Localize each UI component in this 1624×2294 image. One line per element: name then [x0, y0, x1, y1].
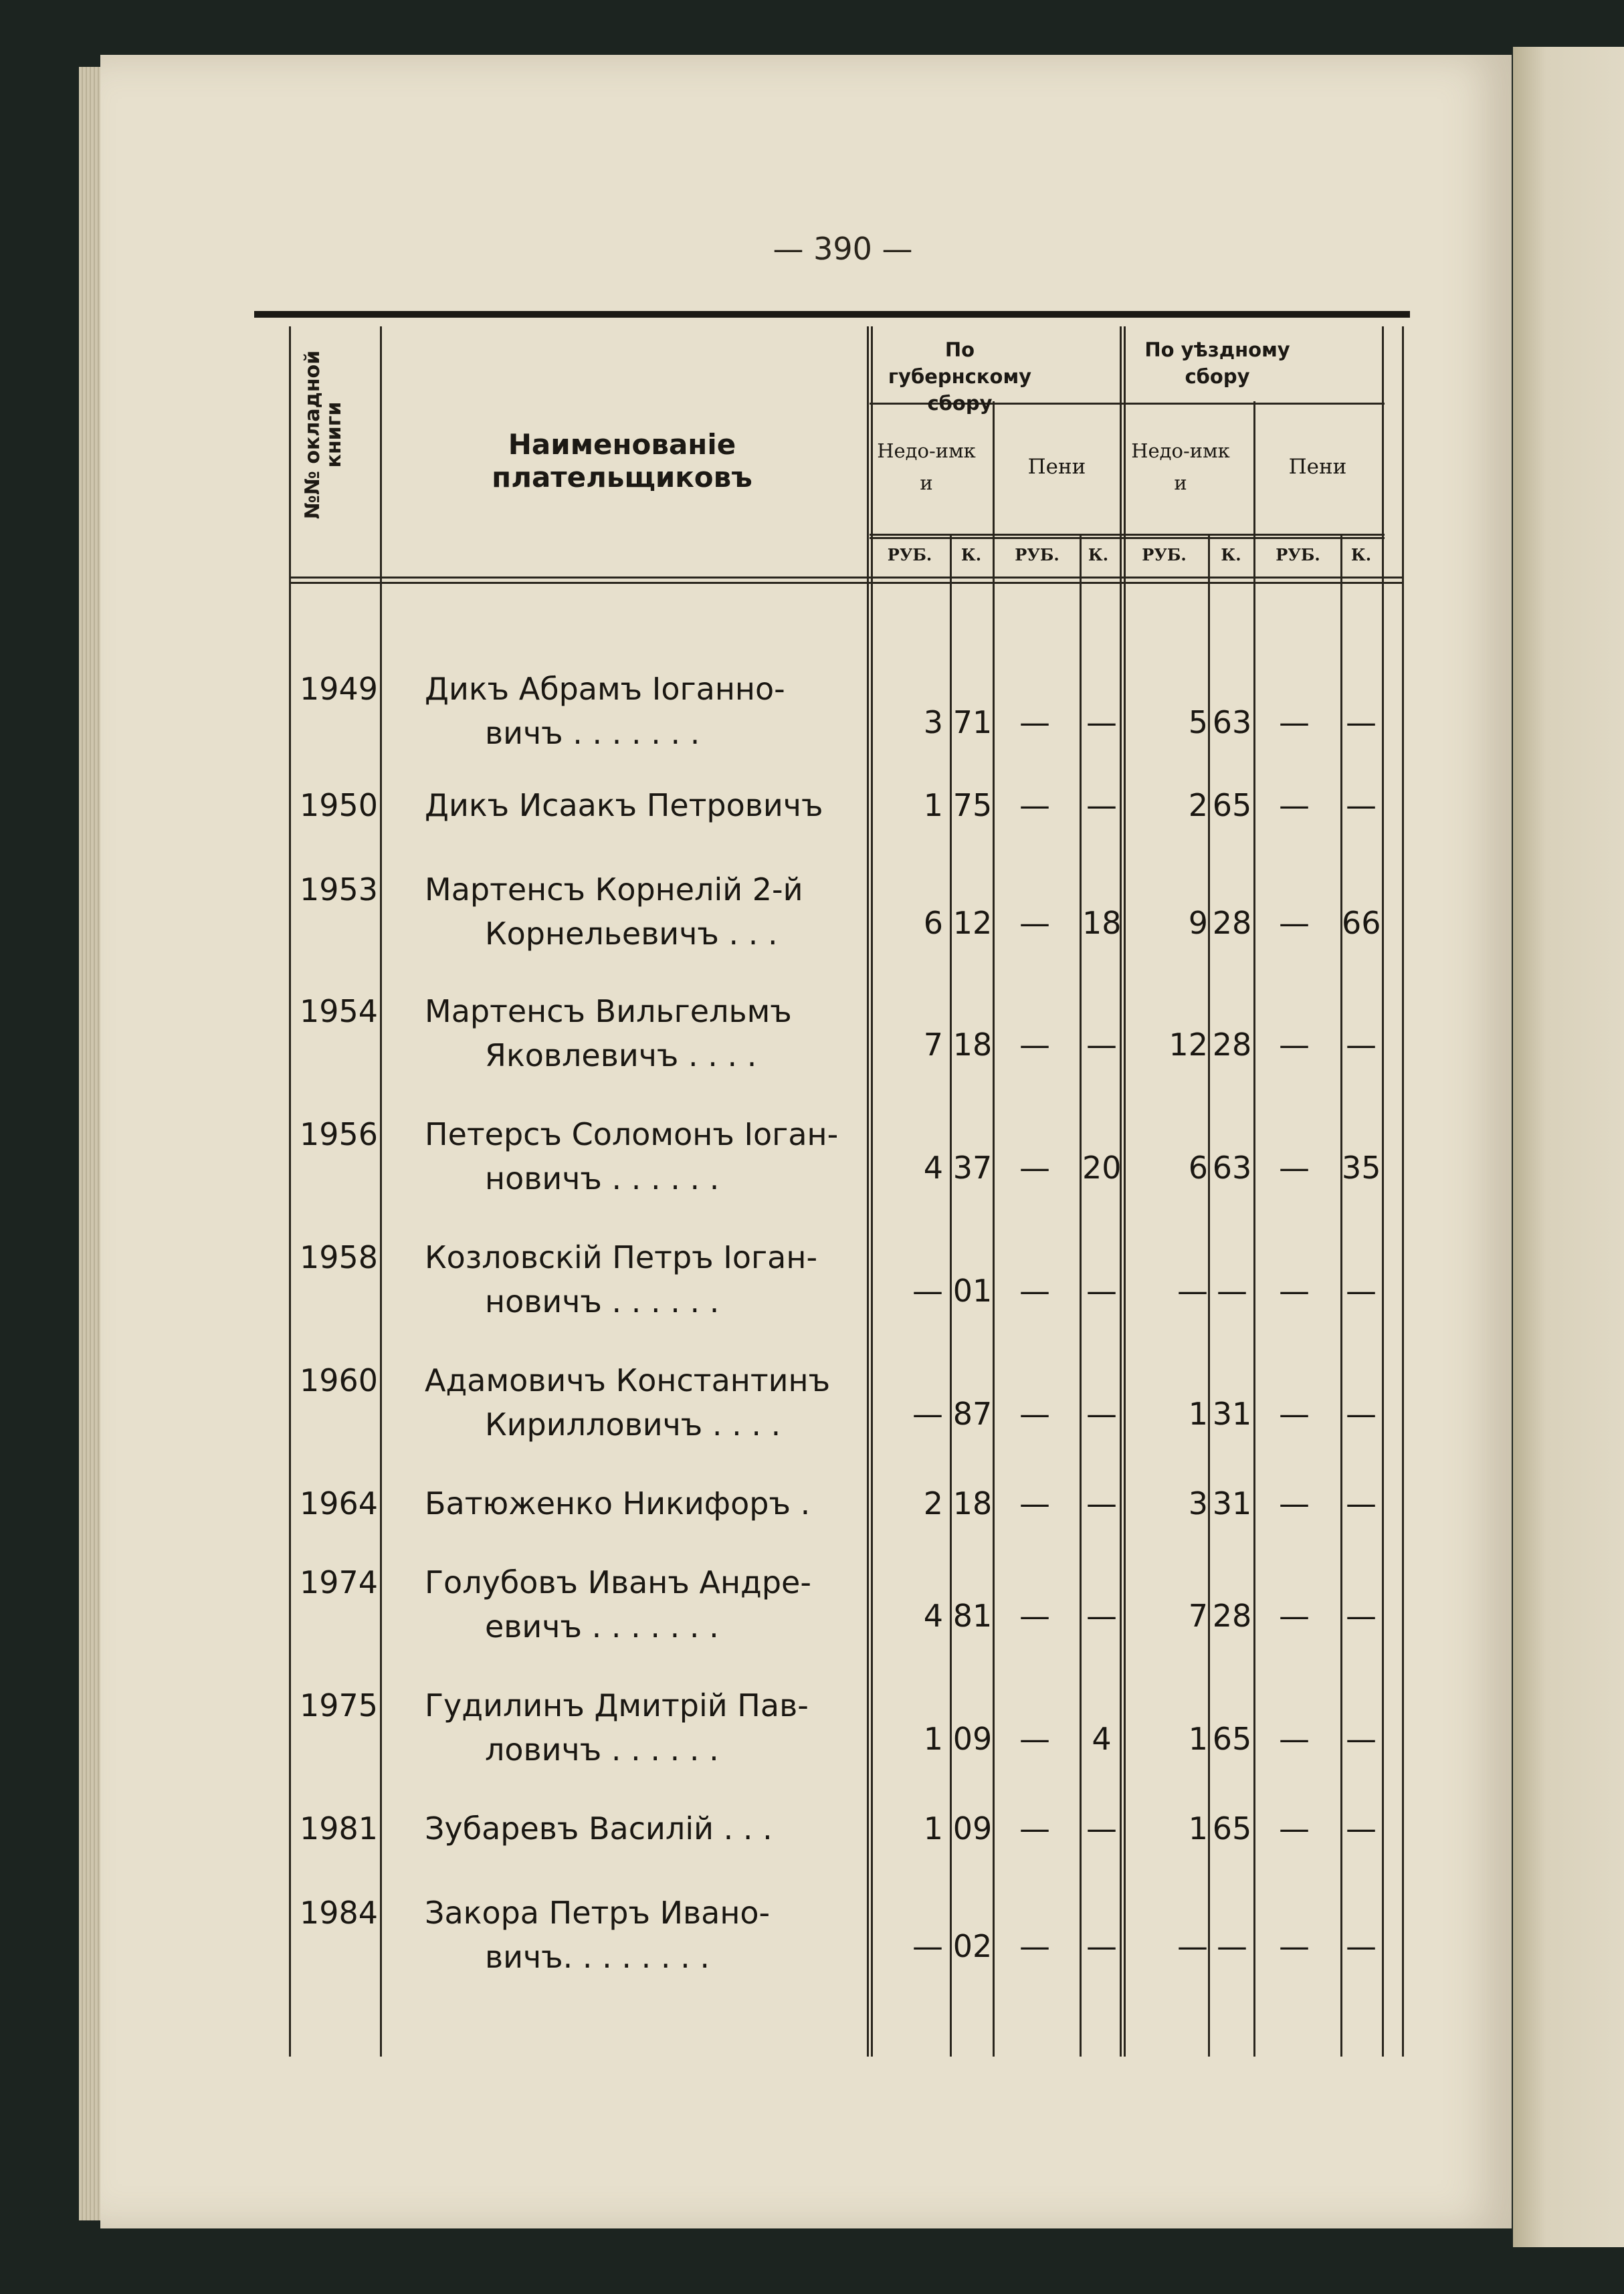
unit-kop-header: К. [1350, 545, 1372, 564]
book-number: 1956 [300, 1116, 379, 1152]
amount-cell: 71 [952, 704, 993, 740]
name-column-header: Наименованіе плательщиковъ [492, 428, 752, 494]
amount-cell: — [912, 1928, 943, 1964]
payer-name: Петерсъ Соломонъ Іоган- [425, 1116, 839, 1152]
amount-cell: 65 [1212, 1810, 1252, 1847]
payer-name-continuation: Корнельевичъ . . . [485, 916, 778, 952]
amount-cell: — [1279, 1027, 1310, 1063]
amount-cell: 9 [1188, 905, 1208, 941]
amount-cell: — [1279, 1928, 1310, 1964]
amount-cell: — [1279, 1598, 1310, 1634]
gub-penalties-header: Пени [1027, 455, 1086, 479]
book-number: 1960 [300, 1362, 379, 1398]
payer-name: Дикъ Исаакъ Петровичъ [425, 787, 823, 823]
amount-cell: — [1346, 1598, 1377, 1634]
amount-cell: 3 [923, 704, 943, 740]
amount-cell: 20 [1082, 1150, 1122, 1186]
amount-cell: — [1346, 787, 1377, 823]
book-number: 1953 [300, 871, 379, 908]
table-rule [1402, 326, 1404, 2057]
amount-cell: — [1086, 1273, 1117, 1309]
amount-cell: 65 [1212, 1721, 1252, 1757]
amount-cell: 7 [1188, 1598, 1208, 1634]
amount-cell: 2 [1188, 787, 1208, 823]
book-number: 1950 [300, 787, 379, 823]
amount-cell: — [1019, 1150, 1050, 1186]
amount-cell: 09 [952, 1721, 993, 1757]
amount-cell: — [1019, 1273, 1050, 1309]
book-number: 1954 [300, 993, 379, 1029]
amount-cell: 35 [1342, 1150, 1381, 1186]
amount-cell: — [1346, 1485, 1377, 1522]
uezd-group-header: По уѣздному сбору [1144, 338, 1290, 388]
amount-cell: — [1019, 704, 1050, 740]
payer-name: Дикъ Абрамъ Іоганно- [425, 671, 785, 707]
amount-cell: 28 [1212, 905, 1252, 941]
unit-kop-header: К. [960, 545, 982, 564]
amount-cell: 75 [952, 787, 993, 823]
amount-cell: 37 [952, 1150, 993, 1186]
amount-cell: — [1279, 1273, 1310, 1309]
table-rule [870, 537, 1385, 539]
table-rule [289, 582, 1403, 584]
amount-cell: — [1177, 1273, 1208, 1309]
amount-cell: — [1019, 1485, 1050, 1522]
unit-rub-header: РУБ. [1015, 545, 1059, 564]
amount-cell: — [1019, 787, 1050, 823]
amount-cell: — [1177, 1928, 1208, 1964]
amount-cell: — [912, 1396, 943, 1432]
amount-cell: — [1086, 787, 1117, 823]
amount-cell: — [1019, 1598, 1050, 1634]
amount-cell: — [1279, 704, 1310, 740]
amount-cell: 1 [1188, 1721, 1208, 1757]
amount-cell: 01 [952, 1273, 993, 1309]
amount-cell: — [1279, 905, 1310, 941]
table-rule [1120, 326, 1122, 2057]
payer-name: Закора Петръ Ивано- [425, 1895, 771, 1931]
amount-cell: — [1019, 1027, 1050, 1063]
payer-name-continuation: ловичъ . . . . . . [485, 1732, 719, 1768]
amount-cell: 1 [923, 1721, 943, 1757]
table-rule [1382, 326, 1384, 2057]
payer-name: Батюженко Никифоръ . [425, 1485, 811, 1522]
amount-cell: 12 [1169, 1027, 1208, 1063]
amount-cell: — [1279, 787, 1310, 823]
table-rule [1253, 401, 1255, 2057]
amount-cell: — [1346, 1027, 1377, 1063]
payer-name: Адамовичъ Константинъ [425, 1362, 831, 1398]
amount-cell: 4 [923, 1598, 943, 1634]
table-rule [289, 326, 291, 2057]
amount-cell: 3 [1188, 1485, 1208, 1522]
amount-cell: 2 [923, 1485, 943, 1522]
amount-cell: — [1279, 1396, 1310, 1432]
amount-cell: 6 [923, 905, 943, 941]
payer-name: Голубовъ Иванъ Андре- [425, 1564, 811, 1600]
payer-name-continuation: Кирилловичъ . . . . [485, 1406, 781, 1443]
amount-cell: 87 [952, 1396, 993, 1432]
amount-cell: 5 [1188, 704, 1208, 740]
amount-cell: 31 [1212, 1485, 1252, 1522]
amount-cell: 18 [952, 1485, 993, 1522]
amount-cell: 63 [1212, 1150, 1252, 1186]
amount-cell: — [1019, 1928, 1050, 1964]
book-number: 1981 [300, 1810, 379, 1847]
book-number: 1974 [300, 1564, 379, 1600]
amount-cell: 6 [1188, 1150, 1208, 1186]
book-number: 1949 [300, 671, 379, 707]
amount-cell: 65 [1212, 787, 1252, 823]
amount-cell: 28 [1212, 1027, 1252, 1063]
book-number-header: №№ окладной книги [301, 350, 346, 520]
gub-arrears-header: Недо-имки [877, 439, 976, 494]
unit-kop-header: К. [1088, 545, 1109, 564]
unit-rub-header: РУБ. [1142, 545, 1187, 564]
payer-name: Зубаревъ Василій . . . [425, 1810, 773, 1847]
amount-cell: — [1019, 1396, 1050, 1432]
amount-cell: — [1086, 1027, 1117, 1063]
table-rule [870, 534, 1385, 536]
amount-cell: 31 [1212, 1396, 1252, 1432]
amount-cell: — [1346, 1396, 1377, 1432]
amount-cell: 4 [923, 1150, 943, 1186]
amount-cell: — [1346, 1810, 1377, 1847]
page-number: — 390 — [773, 231, 913, 267]
table-rule [1208, 535, 1210, 2057]
amount-cell: — [1019, 1721, 1050, 1757]
amount-cell: — [1279, 1810, 1310, 1847]
payer-name-continuation: евичъ . . . . . . . [485, 1608, 719, 1645]
amount-cell: — [1019, 1810, 1050, 1847]
payer-name: Мартенсъ Вильгельмъ [425, 993, 792, 1029]
table-rule [1124, 326, 1126, 2057]
amount-cell: — [1086, 704, 1117, 740]
amount-cell: 4 [1092, 1721, 1112, 1757]
amount-cell: — [1279, 1721, 1310, 1757]
table-rule [1080, 535, 1082, 2057]
amount-cell: 12 [952, 905, 993, 941]
amount-cell: 18 [1082, 905, 1122, 941]
payer-name-continuation: вичъ . . . . . . . [485, 715, 700, 751]
book-number: 1984 [300, 1895, 379, 1931]
payer-name-continuation: вичъ. . . . . . . . [485, 1939, 710, 1975]
amount-cell: — [1086, 1485, 1117, 1522]
amount-cell: — [1279, 1150, 1310, 1186]
amount-cell: 1 [923, 1810, 943, 1847]
uezd-penalties-header: Пени [1288, 455, 1347, 479]
table-rule [380, 326, 382, 2057]
amount-cell: — [1346, 1721, 1377, 1757]
amount-cell: 1 [1188, 1810, 1208, 1847]
amount-cell: 18 [952, 1027, 993, 1063]
amount-cell: 1 [923, 787, 943, 823]
amount-cell: — [1086, 1396, 1117, 1432]
book-number: 1975 [300, 1687, 379, 1724]
amount-cell: 1 [1188, 1396, 1208, 1432]
payer-name: Козловскій Петръ Іоган- [425, 1239, 818, 1275]
book-number: 1964 [300, 1485, 379, 1522]
adjacent-page [1513, 47, 1624, 2247]
amount-cell: 81 [952, 1598, 993, 1634]
amount-cell: — [1346, 1928, 1377, 1964]
payer-name-continuation: новичъ . . . . . . [485, 1160, 720, 1196]
unit-rub-header: РУБ. [887, 545, 932, 564]
amount-cell: — [912, 1273, 943, 1309]
payer-name-continuation: новичъ . . . . . . [485, 1283, 720, 1320]
amount-cell: — [1346, 704, 1377, 740]
amount-cell: — [1086, 1928, 1117, 1964]
amount-cell: — [1279, 1485, 1310, 1522]
amount-cell: — [1086, 1810, 1117, 1847]
amount-cell: — [1217, 1273, 1247, 1309]
payer-name-continuation: Яковлевичъ . . . . [485, 1037, 757, 1073]
unit-rub-header: РУБ. [1276, 545, 1320, 564]
table-rule [950, 535, 952, 2057]
book-number: 1958 [300, 1239, 379, 1275]
payer-name: Мартенсъ Корнелій 2-й [425, 871, 803, 908]
amount-cell: — [1019, 905, 1050, 941]
amount-cell: — [1217, 1928, 1247, 1964]
table-rule [993, 401, 995, 2057]
amount-cell: 02 [952, 1928, 993, 1964]
amount-cell: 63 [1212, 704, 1252, 740]
amount-cell: 28 [1212, 1598, 1252, 1634]
amount-cell: — [1346, 1273, 1377, 1309]
amount-cell: — [1086, 1598, 1117, 1634]
gub-group-header: По губернскому сбору [888, 338, 1032, 415]
amount-cell: 66 [1342, 905, 1381, 941]
amount-cell: 7 [923, 1027, 943, 1063]
payer-name: Гудилинъ Дмитрій Пав- [425, 1687, 809, 1724]
table-top-rule [254, 311, 1410, 318]
table-rule [289, 577, 1403, 579]
unit-kop-header: К. [1221, 545, 1241, 564]
amount-cell: 09 [952, 1810, 993, 1847]
uezd-arrears-header: Недо-имки [1131, 439, 1230, 494]
